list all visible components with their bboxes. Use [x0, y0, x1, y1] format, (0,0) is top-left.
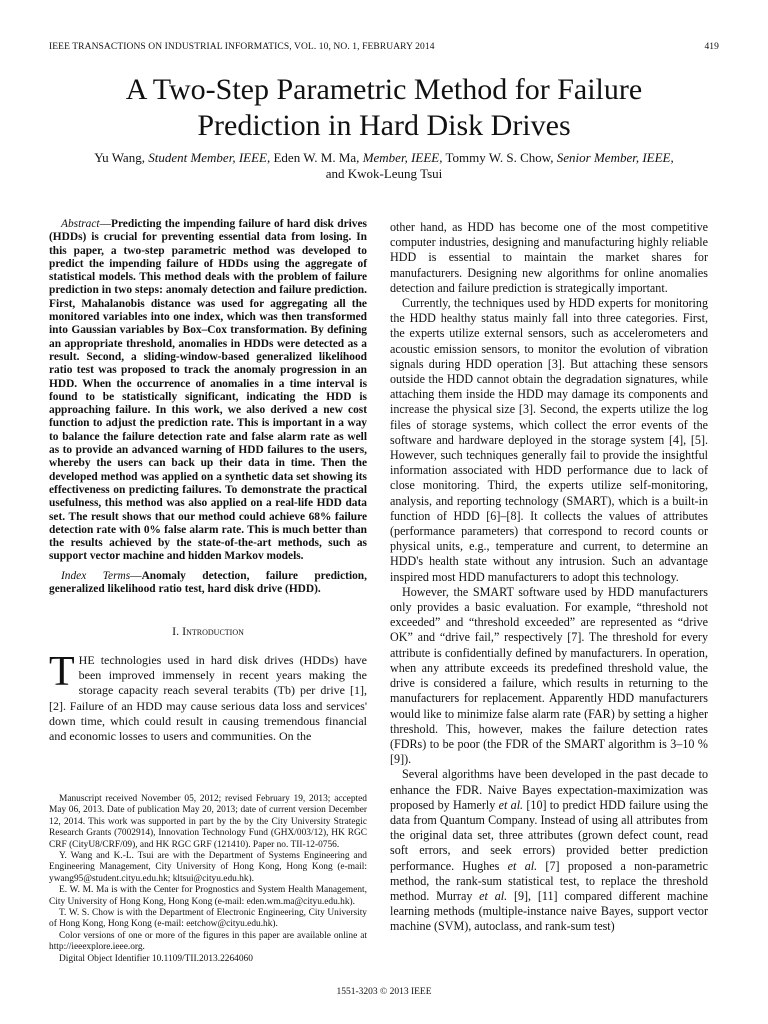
footnote-color-versions: Color versions of one or more of the figures in this paper are available online at http://ieeexplore.ieee.org. — [49, 930, 367, 953]
author-line-2: and Kwok-Leung Tsui — [325, 166, 443, 181]
title-line-1: A Two-Step Parametric Method for Failure — [125, 73, 643, 106]
footnote-affiliation-1: Y. Wang and K.-L. Tsui are with the Department of Systems Engineering and Engineering Management, City University of Hong Kong, Hong Kong (e-mail: ywang95@student.cityu.edu.hk; kltsui@cityu.edu.hk). — [49, 851, 367, 884]
drop-cap: T — [49, 649, 75, 696]
running-header — [49, 42, 719, 52]
footnotes — [49, 794, 367, 965]
author-list — [40, 150, 728, 182]
author-1: Yu Wang, — [94, 150, 149, 165]
body-paragraph: However, the SMART software used by HDD manufacturers only provides a basic evaluation. For example, “threshold not exceeded” and “threshold exceeded” are represented as “drive OK” and “drive fail,” respectively [7]. The threshold for every attribute is confidentially defined by manufacturers. In operation, when any attribute exceeds its predefined threshold value, the drive is considered a failure, which results in returning to the manufacturers for replacement. Apparently HDD manufacturers would like to minimize false alarm rate (FAR) by setting a higher threshold. This, however, makes the failure detection rates (FDRs) to be poor (the FDR of the SMART algorithm is 3–10 % [9]). — [390, 584, 708, 767]
body-paragraph: Several algorithms have been developed in the past decade to enhance the FDR. Naive Bayes expectation-maximization was proposed by Hamerly et al. [10] to predict HDD failure using the data from Quantum Company. Instead of using all attributes from the original data set, three attributes (grown defect count, read soft errors, and seek errors) provided better prediction performance. Hughes et al. [7] proposed a non-parametric method, the rank-sum statistical test, to replace the threshold method. Murray et al. [9], [11] compared different machine learning methods (multiple-instance naive Bayes, support vector machine (SVM), autoclass, and rank-sum test) — [390, 767, 709, 934]
page-number: 419 — [704, 42, 719, 52]
author-1-role: Student Member, IEEE, — [148, 150, 271, 165]
abstract-label: Abstract — [61, 218, 100, 230]
right-column — [390, 220, 708, 935]
intro-paragraph: THE technologies used in hard disk drives (HDDs) have been improved immensely in recent years making the storage capacity reach several terabits (Tb) per drive [1], [2]. Failure of an HDD may cause serious data loss and services' down time, which could result in causing tremendous financial and economic losses to users and communities. On the — [49, 649, 367, 744]
footnote-affiliation-3: T. W. S. Chow is with the Department of Electronic Engineering, City University of Hong Kong, Hong Kong (e-mail: eetchow@cityu.edu.hk). — [49, 908, 367, 930]
index-terms-text: Anomaly detection, failure prediction, generalized likelihood ratio test, hard disk drive (HDD). — [49, 569, 367, 596]
copyright-footer: 1551-3203 © 2013 IEEE — [336, 987, 432, 997]
author-line-1 — [40, 150, 728, 166]
index-terms: Index Terms—Anomaly detection, failure prediction, generalized likelihood ratio test, hard disk drive (HDD). — [49, 569, 367, 596]
body-paragraph: other hand, as HDD has become one of the most competitive computer industries, designing and manufacturing highly reliable HDD is essential to maintain the market shares for manufacturers. Designing new algorithms for online anomalies detection and failure prediction is strategically important. — [390, 220, 708, 295]
footnote-doi: Digital Object Identifier 10.1109/TII.2013.2264060 — [59, 953, 253, 964]
left-column — [49, 218, 367, 744]
body-paragraph: Currently, the techniques used by HDD experts for monitoring the HDD healthy status mainly fall into three categories. First, the experts utilize external sensors, such as accelerometers and acoustic emission sensors, to monitor the evolution of vibration signals during HDD operation [3]. But attaching these sensors outside the HDD cannot obtain the degradation signatures, while attaching them inside the HDD may damage its components and increase the physical size [3]. Second, the experts utilize the log files of storage systems, which collect the error events of the software and hardware deployed in the storage system [4], [5]. However, such techniques generally fail to provide the insightful information associated with HDD performance due to lack of close monitoring. Third, the experts utilize self-monitoring, analysis, and reporting technology (SMART), which is a built-in function of HDD [6]–[8]. It collects the values of attributes (performance parameters) that correspond to record counts or physical units, e.g., temperature and current, to determine an HDD's health state without any intrusion. Such an advantage inspired most HDD manufacturers to adopt this technology. — [390, 296, 708, 584]
paper-title — [40, 72, 728, 144]
footnote-manuscript: Manuscript received November 05, 2012; revised February 19, 2013; accepted May 06, 2013. Date of publication May 20, 2013; date of current version December 12, 2014. This work was supported in part by the by the City University Strategic Research Grants (7002914), Innovation Technology Fund (GHX/003/12), HK RGC CRF (CityU8/CRF/09), and HK RGC GRF (121410). Paper no. TII-12-0756. — [49, 794, 367, 850]
abstract: Abstract—Predicting the impending failure of hard disk drives (HDDs) is crucial for preventing essential data from losing. In this paper, a two-step parametric method was developed to predict the impending failure of HDDs using the aggregate of statistical models. This method deals with the problem of failure prediction in two steps: anomaly detection and failure prediction. First, Mahalanobis distance was used for aggregating all the monitored variables into one index, which was then transformed into Gaussian variables by Box–Cox transformation. By defining an appropriate threshold, anomalies in HDDs were detected as a result. Second, a sliding-window-based generalized likelihood ratio test was proposed to track the anomaly progression in an HDD. When the occurrence of anomalies in a time interval is found to be statistically significant, indicating the HDD is approaching failure. In this work, we also derived a new cost function to adjust the prediction rate. This is important in a way to balance the failure detection rate and false alarm rate as well as to provide an advanced warning of HDD failures to the users, whereby the users can back up their data in time. Then the developed method was applied on a synthetic data set showing its effectiveness on predicting failures. To demonstrate the practical usefulness, this method was also applied on a real-life HDD data set. The result shows that our method could achieve 68% failure detection rate with 0% false alarm rate. This is much better than the results achieved by the state-of-the-art methods, such as support vector machine and hidden Markov models. — [49, 218, 367, 563]
title-line-2: Prediction in Hard Disk Drives — [197, 109, 571, 142]
journal-name: IEEE TRANSACTIONS ON INDUSTRIAL INFORMATICS, VOL. 10, NO. 1, FEBRUARY 2014 — [49, 42, 435, 52]
footnote-affiliation-2: E. W. M. Ma is with the Center for Prognostics and System Health Management, City University of Hong Kong, Hong Kong (e-mail: eden.wm.ma@cityu.edu.hk). — [49, 885, 367, 907]
abstract-text: Predicting the impending failure of hard disk drives (HDDs) is crucial for preventing essential data from losing. In this paper, a two-step parametric method was developed to predict the impending failure of HDDs using the aggregate of statistical models. This method deals with the problem of failure prediction in two steps: anomaly detection and failure prediction. First, Mahalanobis distance was used for aggregating all the monitored variables into one index, which was then transformed into Gaussian variables by Box–Cox transformation. By defining an appropriate threshold, anomalies in HDDs were detected as a result. Second, a sliding-window-based generalized likelihood ratio test was proposed to track the anomaly progression in an HDD. When the occurrence of anomalies in a time interval is found to be statistically significant, indicating the HDD is approaching failure. In this work, we also derived a new cost function to adjust the prediction rate. This is important in a way to balance the failure detection rate and false alarm rate as well as to provide an advanced warning of HDD failures to the users, whereby the users can back up their data in time. Then the developed method was applied on a synthetic data set showing its effectiveness on predicting failures. To demonstrate the practical usefulness, this method was also applied on a real-life HDD data set. The result shows that our method could achieve 68% failure detection rate with 0% false alarm rate. This is much better than the results achieved by the state-of-the-art methods, such as support vector machine and hidden Markov models. — [49, 218, 367, 563]
index-terms-label: Index Terms — [61, 569, 131, 582]
author-2: Eden W. M. Ma, — [270, 150, 363, 165]
author-3: Tommy W. S. Chow, — [442, 150, 557, 165]
author-3-role: Senior Member, IEEE, — [556, 150, 674, 165]
section-heading-introduction: I. Introduction — [172, 624, 244, 639]
author-2-role: Member, IEEE, — [362, 150, 443, 165]
